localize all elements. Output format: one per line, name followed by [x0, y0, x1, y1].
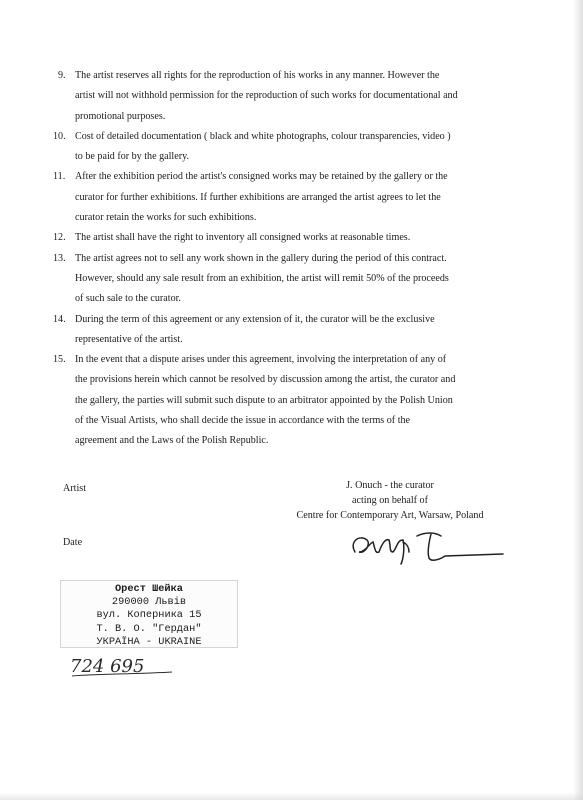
clause-line: In the event that a dispute arises under this agreement, involving the interpretation of any of	[75, 354, 447, 366]
clause-line: After the exhibition period the artist's consigned works may be retained by the gallery or the	[75, 171, 448, 183]
clause-9	[58, 66, 510, 127]
stamp-country: УКРАЇНА - UKRAINE	[96, 635, 202, 648]
clause-line: However, should any sale result from an exhibition, the artist will remit 50% of the proceeds	[75, 272, 449, 284]
stamp-postal-city: 290000 Львів	[111, 596, 187, 609]
scan-edge-shadow	[573, 0, 583, 800]
clause-number: 11.	[53, 171, 66, 183]
clause-11	[53, 167, 510, 228]
clause-number: 9.	[58, 70, 66, 81]
handwritten-number	[68, 652, 178, 678]
curator-signature-block	[270, 478, 510, 523]
clause-line: curator retain the works for such exhibitions.	[75, 212, 257, 224]
scan-bottom-shadow	[0, 792, 583, 800]
stamp-organisation: Т. В. О. "Гердан"	[96, 622, 202, 635]
clause-line: Cost of detailed documentation ( black and white photographs, colour transparencies, video )	[75, 130, 451, 142]
artist-signature-label: Artist	[63, 483, 86, 494]
address-stamp	[60, 580, 238, 648]
clause-10	[53, 127, 510, 168]
clause-line: artist will not withhold permission for the reproduction of such works for documentational and	[75, 90, 458, 102]
clause-line: of such sale to the curator.	[75, 293, 181, 305]
clause-number: 14.	[53, 313, 66, 325]
clause-number: 13.	[53, 252, 66, 264]
clause-line: The artist reserves all rights for the reproduction of his works in any manner. However the	[75, 70, 440, 81]
clause-line: of the Visual Artists, who shall decide the issue in accordance with the terms of the	[75, 415, 411, 427]
contract-clauses	[53, 66, 510, 452]
clause-line: the gallery, the parties will submit such dispute to an arbitrator appointed by the Polish Union	[75, 394, 453, 406]
curator-name: J. Onuch - the curator	[346, 480, 434, 491]
clause-line: The artist agrees not to sell any work shown in the gallery during the period of this contract.	[75, 252, 447, 264]
clause-number: 12.	[53, 232, 66, 244]
clause-14	[53, 310, 510, 351]
clause-line: promotional purposes.	[75, 110, 166, 122]
clause-line: During the term of this agreement or any extension of it, the curator will be the exclusive	[75, 313, 435, 325]
date-label: Date	[63, 537, 83, 548]
clause-line: agreement and the Laws of the Polish Republic.	[75, 435, 269, 447]
handwritten-number-text: 724 695	[70, 656, 145, 677]
clause-13	[53, 249, 510, 310]
clause-line: representative of the artist.	[75, 333, 183, 345]
clause-line: to be paid for by the gallery.	[75, 151, 189, 163]
clause-line: The artist shall have the right to inventory all consigned works at reasonable times.	[75, 232, 411, 244]
clause-number: 15.	[53, 354, 66, 366]
clause-12	[53, 228, 510, 248]
clause-15	[53, 350, 510, 451]
clause-line: the provisions herein which cannot be resolved by discussion among the artist, the curator and	[75, 374, 456, 386]
curator-role: acting on behalf of	[352, 495, 428, 506]
clause-line: curator for further exhibitions. If further exhibitions are arranged the artist agrees to let the	[75, 191, 441, 203]
stamp-street: вул. Коперника 15	[96, 609, 202, 622]
handwritten-signature	[345, 522, 505, 566]
clause-number: 10.	[53, 130, 66, 142]
stamp-name: Орест Шейка	[115, 583, 183, 595]
curator-institution: Centre for Contemporary Art, Warsaw, Poland	[296, 510, 484, 521]
